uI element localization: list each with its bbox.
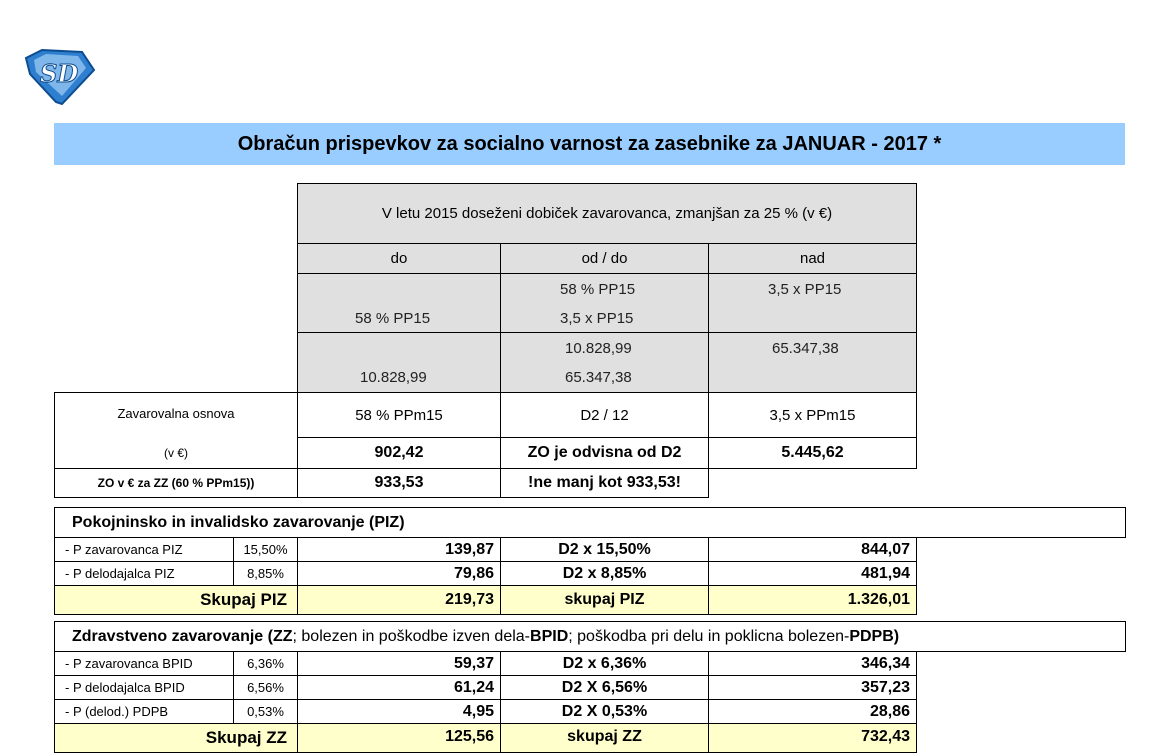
- zz-row-amount: 4,95: [297, 699, 501, 724]
- zz-base-note: !ne manj kot 933,53!: [500, 468, 709, 498]
- base-value: 5.445,62: [708, 437, 917, 469]
- zz-heading: [54, 621, 1126, 652]
- piz-row-label: - P zavarovanca PIZ: [54, 537, 234, 562]
- income-value: 10.828,99: [565, 340, 632, 357]
- zz-row-formula: D2 X 0,53%: [500, 699, 709, 724]
- zz-row-amount: 61,24: [297, 675, 501, 700]
- zz-row-formula: D2 X 6,56%: [500, 675, 709, 700]
- zz-heading-part: ZZ: [272, 627, 293, 645]
- zz-heading-part: PDPB: [849, 627, 894, 645]
- piz-row-rate: 8,85%: [233, 561, 298, 586]
- piz-total-formula: skupaj PIZ: [500, 585, 709, 615]
- zz-row-max: 28,86: [708, 699, 917, 724]
- piz-heading: Pokojninsko in invalidsko zavarovanje (PIZ): [54, 507, 1126, 538]
- piz-row-formula: D2 x 8,85%: [500, 561, 709, 586]
- zz-row-label: - P delodajalca BPID: [54, 675, 234, 700]
- zz-heading-part: ; bolezen in poškodbe izven dela-: [292, 627, 531, 645]
- piz-row-amount: 79,86: [297, 561, 501, 586]
- zz-total-label: Skupaj ZZ: [54, 723, 298, 753]
- zz-row-max: 357,23: [708, 675, 917, 700]
- piz-row-amount: 139,87: [297, 537, 501, 562]
- income-col-od-do: od / do: [500, 243, 709, 274]
- income-value: 3,5 x PP15: [768, 281, 842, 298]
- page-title: Obračun prispevkov za socialno varnost za zasebnike za JANUAR - 2017 *: [54, 123, 1125, 165]
- income-col-nad: nad: [708, 243, 917, 274]
- income-value: 10.828,99: [360, 369, 427, 386]
- base-value: 902,42: [297, 437, 501, 469]
- piz-row-max: 481,94: [708, 561, 917, 586]
- zz-heading-part: ): [893, 627, 900, 645]
- zz-row-amount: 59,37: [297, 651, 501, 676]
- base-label: Zavarovalna osnova: [117, 406, 235, 421]
- income-caption: V letu 2015 doseženi dobiček zavarovanca, zmanjšan za 25 % (v €): [297, 183, 917, 244]
- base-formula: 3,5 x PPm15: [708, 392, 917, 438]
- zz-total-max: 732,43: [708, 723, 917, 753]
- zz-heading-part: ; poškodba pri delu in poklicna bolezen-: [568, 627, 850, 645]
- zz-row-max: 346,34: [708, 651, 917, 676]
- zz-row-label: - P zavarovanca BPID: [54, 651, 234, 676]
- income-col-do: do: [297, 243, 501, 274]
- income-value: 3,5 x PP15: [560, 310, 634, 327]
- svg-text:SD: SD: [40, 59, 79, 88]
- income-value: 65.347,38: [772, 340, 839, 357]
- zz-row-rate: 6,56%: [233, 675, 298, 700]
- piz-total-amount: 219,73: [297, 585, 501, 615]
- zz-heading-part: BPID: [530, 627, 569, 645]
- zz-row-rate: 0,53%: [233, 699, 298, 724]
- base-value: ZO je odvisna od D2: [500, 437, 709, 469]
- zz-heading-part: Zdravstveno zavarovanje (: [72, 627, 273, 645]
- zz-base-value: 933,53: [297, 468, 501, 498]
- piz-row-rate: 15,50%: [233, 537, 298, 562]
- base-formula: D2 / 12: [500, 392, 709, 438]
- zz-row-label: - P (delod.) PDPB: [54, 699, 234, 724]
- zz-row-formula: D2 x 6,36%: [500, 651, 709, 676]
- zz-base-label: ZO v € za ZZ (60 % PPm15)): [54, 468, 298, 498]
- zz-row-rate: 6,36%: [233, 651, 298, 676]
- piz-row-max: 844,07: [708, 537, 917, 562]
- income-value: 58 % PP15: [560, 281, 636, 298]
- piz-total-label: Skupaj PIZ: [54, 585, 298, 615]
- piz-row-label: - P delodajalca PIZ: [54, 561, 234, 586]
- base-formula: 58 % PPm15: [297, 392, 501, 438]
- base-unit: (v €): [164, 446, 188, 460]
- zz-total-formula: skupaj ZZ: [500, 723, 709, 753]
- zz-total-amount: 125,56: [297, 723, 501, 753]
- company-logo-icon: [22, 48, 96, 106]
- income-value: 65.347,38: [565, 369, 632, 386]
- piz-row-formula: D2 x 15,50%: [500, 537, 709, 562]
- piz-total-max: 1.326,01: [708, 585, 917, 615]
- income-value: 58 % PP15: [355, 310, 431, 327]
